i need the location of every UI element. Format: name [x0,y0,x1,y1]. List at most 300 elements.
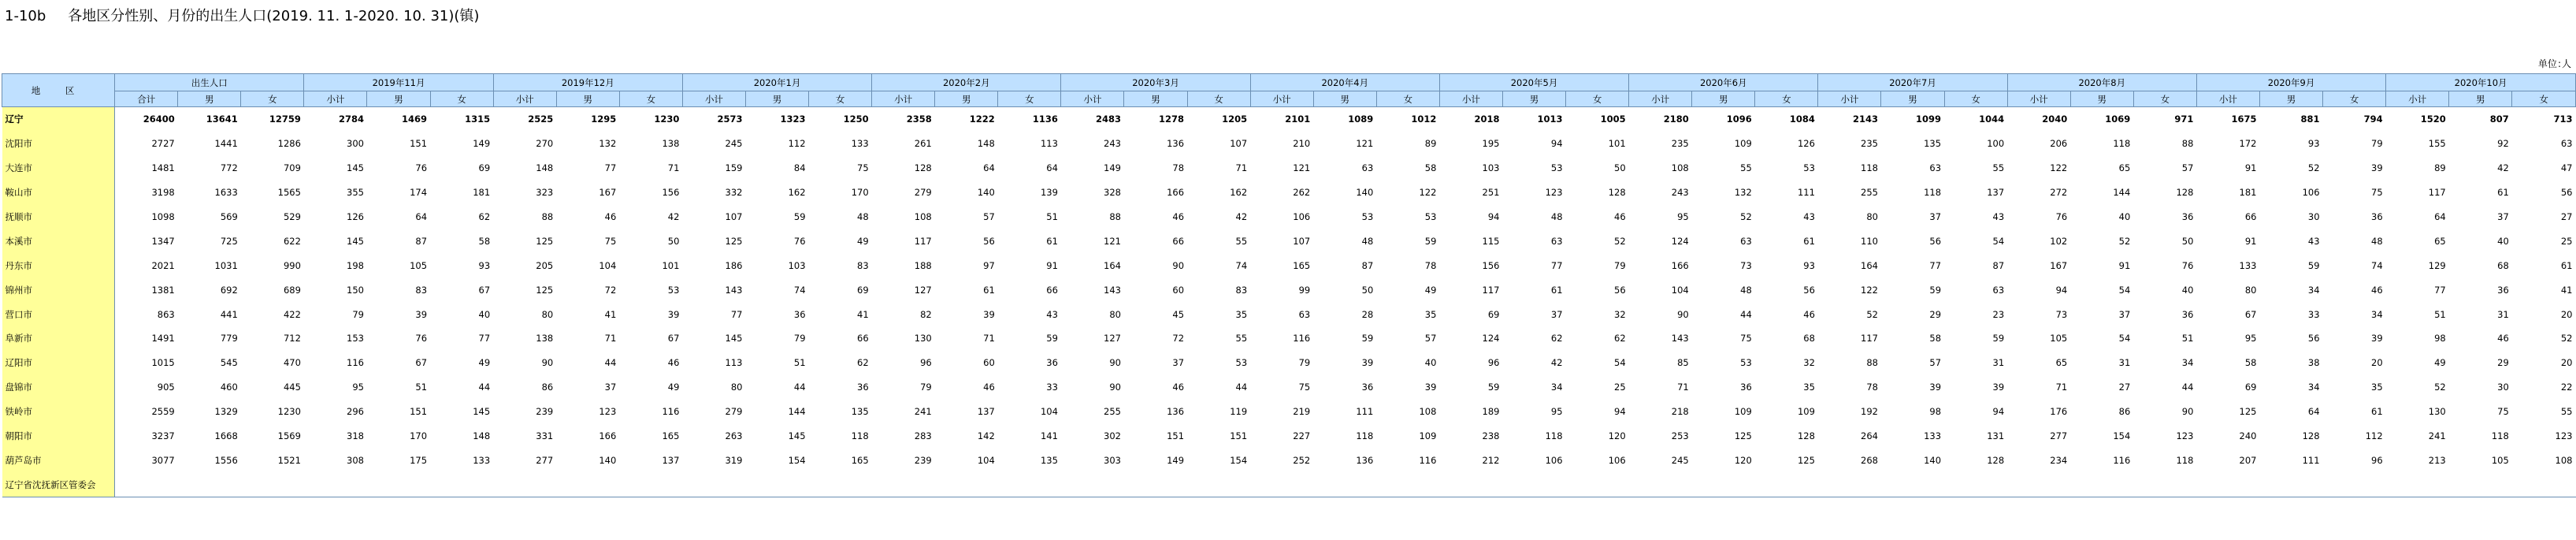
region-cell: 抚顺市 [2,205,115,229]
value-cell: 74 [1235,259,1248,271]
value-cell: 75 [604,235,617,247]
value-cell: 1278 [1159,114,1185,125]
value-cell: 20 [2371,357,2383,369]
header-group-8: 2020年6月 [1629,74,1818,91]
value-cell [1439,472,1502,497]
value-cell: 62 [1614,333,1626,344]
value-cell: 107 [1293,235,1311,247]
value-cell: 1521 [277,454,301,466]
value-cell: 116 [662,406,680,418]
header-sub-9-1: 男 [1881,91,1944,107]
header-sub-1-2: 女 [430,91,493,107]
value-cell: 63 [1550,235,1563,247]
value-cell: 40 [2181,284,2194,296]
value-cell: 66 [857,333,869,344]
value-cell: 72 [1172,333,1185,344]
value-cell: 36 [1361,382,1374,393]
value-cell: 3237 [151,430,175,442]
value-cell: 39 [983,308,995,320]
value-cell [1692,472,1755,497]
value-cell: 167 [2050,259,2068,271]
value-cell: 94 [2055,284,2068,296]
table-row [2,400,2576,424]
value-cell: 2018 [1474,114,1500,125]
value-cell: 20 [2560,357,2573,369]
value-cell: 91 [2244,162,2257,174]
value-cell: 85 [1677,357,1689,369]
value-cell: 1012 [1411,114,1437,125]
value-cell: 151 [410,138,428,150]
value-cell: 89 [2434,162,2446,174]
value-cell: 58 [478,235,491,247]
value-cell: 1520 [2420,114,2446,125]
header-sub-8-2: 女 [1755,91,1818,107]
value-cell: 318 [347,430,364,442]
value-cell: 1381 [151,284,175,296]
value-cell: 35 [2371,382,2383,393]
value-cell: 36 [2371,211,2383,222]
value-cell: 63 [1740,235,1752,247]
value-cell: 140 [1924,454,1942,466]
value-cell: 140 [1356,187,1374,199]
value-cell: 126 [347,211,364,222]
value-cell: 82 [920,308,932,320]
value-cell: 44 [604,357,617,369]
value-cell: 44 [1740,308,1752,320]
value-cell: 79 [793,333,806,344]
value-cell: 170 [410,430,428,442]
value-cell: 104 [599,259,617,271]
value-cell: 175 [410,454,428,466]
value-cell: 145 [347,162,364,174]
value-cell: 125 [1797,454,1815,466]
value-cell: 1099 [1916,114,1942,125]
value-cell: 86 [2118,406,2131,418]
value-cell: 107 [725,211,743,222]
header-sub-11-1: 男 [2259,91,2322,107]
header-sub-2-1: 男 [556,91,619,107]
value-cell [745,472,808,497]
header-sub-0-2: 女 [241,91,304,107]
value-cell: 117 [914,235,932,247]
value-cell: 59 [793,211,806,222]
value-cell [556,472,619,497]
value-cell [1944,472,2007,497]
value-cell: 33 [1046,382,1058,393]
value-cell: 62 [1550,333,1563,344]
value-cell: 118 [1356,430,1374,442]
value-cell: 1295 [591,114,617,125]
value-cell: 138 [536,333,554,344]
value-cell: 3077 [151,454,175,466]
header-sub-11-0: 小计 [2196,91,2259,107]
value-cell: 64 [983,162,995,174]
value-cell: 108 [914,211,932,222]
value-cell: 863 [157,308,175,320]
value-cell: 1013 [1537,114,1563,125]
value-cell: 76 [415,333,428,344]
value-cell: 272 [2050,187,2068,199]
value-cell: 49 [667,382,680,393]
value-cell: 151 [1230,430,1248,442]
value-cell: 42 [1235,211,1248,222]
value-cell: 151 [410,406,428,418]
value-cell: 31 [2118,357,2131,369]
value-cell: 104 [1671,284,1689,296]
value-cell: 69 [857,284,869,296]
header-group-4: 2020年2月 [872,74,1061,91]
value-cell: 23 [1992,308,2005,320]
value-cell: 78 [1424,259,1437,271]
value-cell: 36 [2181,211,2194,222]
value-cell: 34 [2371,308,2383,320]
value-cell: 80 [1109,308,1121,320]
table-row [2,302,2576,326]
value-cell: 27 [2560,211,2573,222]
value-cell: 296 [347,406,364,418]
value-cell: 95 [2244,333,2257,344]
value-cell: 61 [1046,235,1058,247]
value-cell: 51 [793,357,806,369]
value-cell: 75 [2497,406,2509,418]
value-cell: 80 [730,382,743,393]
value-cell [2070,472,2133,497]
value-cell: 149 [1167,454,1185,466]
value-cell: 61 [983,284,995,296]
value-cell: 67 [478,284,491,296]
value-cell: 106 [1608,454,1626,466]
value-cell: 65 [2055,357,2068,369]
value-cell: 460 [220,382,238,393]
value-cell: 166 [1167,187,1185,199]
birth-population-table [2,73,2576,497]
header-group-3: 2020年1月 [682,74,871,91]
value-cell: 123 [2555,430,2573,442]
value-cell: 128 [914,162,932,174]
value-cell [682,472,745,497]
value-cell: 1315 [465,114,491,125]
value-cell: 87 [1992,259,2005,271]
value-cell: 133 [851,138,869,150]
value-cell: 245 [1671,454,1689,466]
header-sub-0-0: 合计 [115,91,178,107]
value-cell: 207 [2239,454,2257,466]
value-cell: 261 [914,138,932,150]
value-cell [304,472,367,497]
value-cell: 37 [1172,357,1185,369]
value-cell: 59 [1361,333,1374,344]
value-cell: 104 [977,454,995,466]
value-cell: 128 [1797,430,1815,442]
value-cell [241,472,304,497]
value-cell: 1323 [780,114,806,125]
value-cell: 12759 [269,114,301,125]
value-cell: 441 [220,308,238,320]
value-cell: 145 [788,430,806,442]
value-cell [1124,472,1187,497]
region-cell: 阜新市 [2,326,115,351]
header-sub-4-2: 女 [998,91,1061,107]
value-cell: 78 [1172,162,1185,174]
value-cell: 1096 [1726,114,1752,125]
value-cell [998,472,1061,497]
value-cell: 88 [1866,357,1878,369]
value-cell: 164 [1104,259,1121,271]
header-sub-3-1: 男 [745,91,808,107]
header-group-row [2,74,2576,91]
value-cell: 109 [1734,138,1752,150]
value-cell: 123 [1545,187,1563,199]
value-cell: 111 [2302,454,2320,466]
value-cell: 77 [604,162,617,174]
value-cell: 772 [220,162,238,174]
value-cell: 57 [1929,357,1942,369]
value-cell: 42 [667,211,680,222]
region-cell: 铁岭市 [2,400,115,424]
value-cell: 69 [1487,308,1500,320]
value-cell: 39 [1929,382,1942,393]
value-cell: 166 [1671,259,1689,271]
value-cell [493,472,556,497]
value-cell: 145 [725,333,743,344]
value-cell: 34 [2307,284,2320,296]
value-cell: 50 [1614,162,1626,174]
value-cell: 2784 [338,114,364,125]
value-cell: 112 [788,138,806,150]
value-cell: 53 [667,284,680,296]
value-cell: 355 [347,187,364,199]
value-cell: 165 [1293,259,1311,271]
value-cell: 1044 [1979,114,2005,125]
value-cell [1755,472,1818,497]
value-cell: 52 [2307,162,2320,174]
header-sub-4-0: 小计 [872,91,935,107]
value-cell: 73 [2055,308,2068,320]
value-cell: 1469 [402,114,428,125]
header-sub-3-2: 女 [809,91,872,107]
value-cell: 124 [1671,235,1689,247]
value-cell: 80 [541,308,554,320]
value-cell: 709 [283,162,301,174]
value-cell: 262 [1293,187,1311,199]
value-cell: 88 [2181,138,2194,150]
value-cell: 127 [1104,333,1121,344]
table-row [2,181,2576,205]
value-cell: 1675 [2231,114,2257,125]
value-cell: 56 [983,235,995,247]
value-cell [1187,472,1250,497]
value-cell: 62 [478,211,491,222]
value-cell: 881 [2300,114,2320,125]
value-cell [1881,472,1944,497]
value-cell: 58 [1929,333,1942,344]
value-cell: 47 [2560,162,2573,174]
value-cell: 65 [2118,162,2131,174]
value-cell: 92 [2497,138,2509,150]
value-cell: 213 [2428,454,2446,466]
value-cell: 2021 [151,259,175,271]
value-cell: 165 [662,430,680,442]
value-cell: 39 [1992,382,2005,393]
value-cell: 529 [283,211,301,222]
value-cell: 1205 [1222,114,1248,125]
value-cell: 93 [2307,138,2320,150]
value-cell: 121 [1356,138,1374,150]
value-cell: 94 [1992,406,2005,418]
value-cell: 34 [2181,357,2194,369]
value-cell: 1230 [277,406,301,418]
value-cell [1250,472,1313,497]
value-cell: 64 [2307,406,2320,418]
region-cell: 鞍山市 [2,181,115,205]
value-cell: 218 [1671,406,1689,418]
value-cell: 1136 [1032,114,1058,125]
table-row [2,375,2576,400]
value-cell: 46 [604,211,617,222]
value-cell: 162 [788,187,806,199]
value-cell: 794 [2363,114,2383,125]
header-sub-2-2: 女 [619,91,682,107]
value-cell: 55 [2560,406,2573,418]
value-cell: 1089 [1348,114,1374,125]
value-cell: 46 [1172,382,1185,393]
value-cell: 118 [1861,162,1878,174]
value-cell: 71 [2055,382,2068,393]
value-cell: 189 [1482,406,1500,418]
header-sub-9-2: 女 [1944,91,2007,107]
value-cell: 43 [1992,211,2005,222]
value-cell: 61 [2560,259,2573,271]
value-cell: 143 [1104,284,1121,296]
value-cell: 1565 [277,187,301,199]
value-cell: 277 [536,454,554,466]
value-cell [430,472,493,497]
value-cell: 127 [914,284,932,296]
value-cell: 48 [1740,284,1752,296]
value-cell: 263 [725,430,743,442]
value-cell: 323 [536,187,554,199]
value-cell: 56 [2560,187,2573,199]
value-cell: 56 [1614,284,1626,296]
value-cell: 155 [2428,138,2446,150]
value-cell: 39 [2371,333,2383,344]
value-cell: 55 [1740,162,1752,174]
value-cell: 141 [1040,430,1058,442]
value-cell: 99 [1298,284,1311,296]
value-cell: 69 [2244,382,2257,393]
region-cell: 大连市 [2,156,115,181]
value-cell: 102 [2050,235,2068,247]
region-cell: 辽宁 [2,107,115,132]
region-cell: 辽阳市 [2,351,115,375]
value-cell [1818,472,1881,497]
value-cell: 93 [1803,259,1815,271]
value-cell: 54 [1992,235,2005,247]
value-cell: 97 [983,259,995,271]
value-cell: 76 [2055,211,2068,222]
value-cell: 569 [220,211,238,222]
header-sub-2-0: 小计 [493,91,556,107]
value-cell: 210 [1293,138,1311,150]
value-cell: 253 [1671,430,1689,442]
value-cell: 2358 [906,114,932,125]
value-cell: 300 [347,138,364,150]
value-cell: 63 [1298,308,1311,320]
value-cell: 50 [2181,235,2194,247]
value-cell: 113 [1040,138,1058,150]
value-cell [1566,472,1629,497]
value-cell: 132 [599,138,617,150]
value-cell: 58 [1424,162,1437,174]
value-cell: 72 [604,284,617,296]
table-row [2,424,2576,449]
value-cell: 71 [604,333,617,344]
value-cell [178,472,241,497]
value-cell: 36 [2181,308,2194,320]
value-cell: 29 [1929,308,1942,320]
value-cell: 135 [851,406,869,418]
value-cell: 2573 [717,114,743,125]
value-cell: 49 [478,357,491,369]
value-cell: 83 [415,284,428,296]
value-cell: 54 [2118,284,2131,296]
value-cell: 1286 [277,138,301,150]
value-cell: 1441 [214,138,238,150]
value-cell: 241 [914,406,932,418]
value-cell: 71 [983,333,995,344]
value-cell: 121 [1293,162,1311,174]
value-cell: 52 [1740,211,1752,222]
value-cell: 148 [536,162,554,174]
region-cell: 丹东市 [2,253,115,277]
value-cell: 69 [478,162,491,174]
value-cell: 108 [2555,454,2573,466]
value-cell: 79 [920,382,932,393]
header-sub-6-1: 男 [1313,91,1376,107]
value-cell: 59 [1046,333,1058,344]
value-cell: 1329 [214,406,238,418]
table-row [2,107,2576,132]
value-cell: 32 [1614,308,1626,320]
value-cell: 35 [1424,308,1437,320]
value-cell: 240 [2239,430,2257,442]
value-cell: 105 [2491,454,2509,466]
value-cell: 332 [725,187,743,199]
value-cell: 37 [1929,211,1942,222]
value-cell: 37 [2497,211,2509,222]
value-cell: 61 [1550,284,1563,296]
value-cell: 156 [662,187,680,199]
value-cell: 118 [1545,430,1563,442]
value-cell: 104 [1040,406,1058,418]
table-row [2,229,2576,253]
value-cell: 76 [2181,259,2194,271]
value-cell [367,472,430,497]
value-cell: 165 [851,454,869,466]
value-cell: 26400 [143,114,175,125]
value-cell: 56 [1929,235,1942,247]
value-cell: 64 [1046,162,1058,174]
value-cell: 36 [1046,357,1058,369]
value-cell: 227 [1293,430,1311,442]
value-cell: 176 [2050,406,2068,418]
value-cell: 83 [1235,284,1248,296]
value-cell: 1556 [214,454,238,466]
value-cell: 137 [977,406,995,418]
value-cell: 61 [2371,406,2383,418]
value-cell: 40 [2118,211,2131,222]
value-cell: 123 [2176,430,2194,442]
